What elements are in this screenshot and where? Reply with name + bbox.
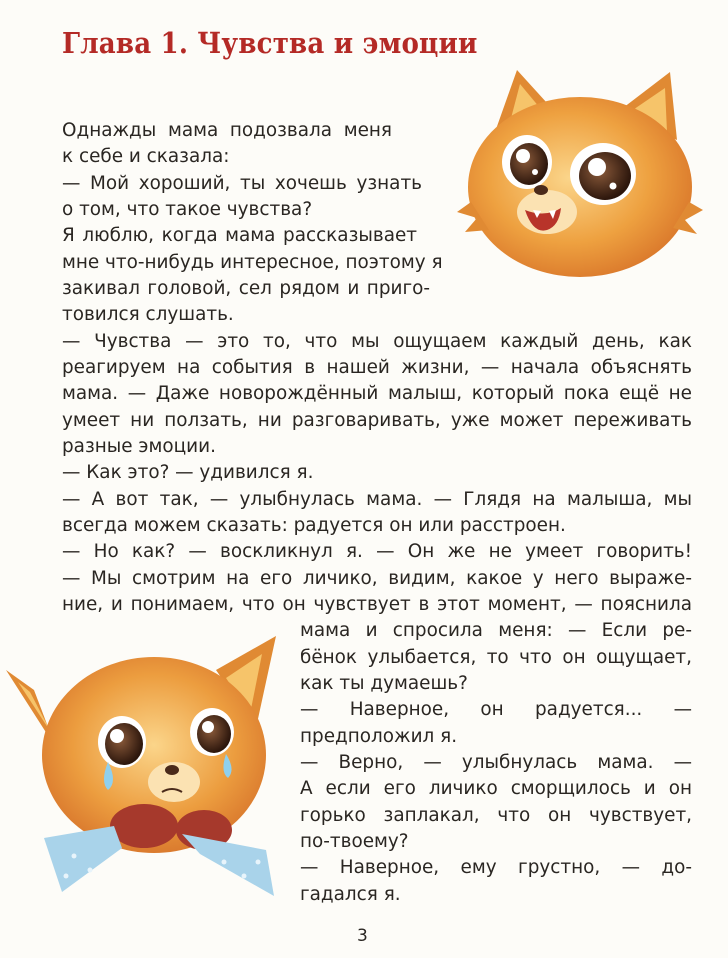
text-line: Я люблю, когда мама рассказывает <box>62 225 417 246</box>
text-line: — Мы смотрим на его личико, видим, какое у него выраже- <box>62 568 692 589</box>
text-line: реагируем на события в нашей жизни, — начала объяснять <box>62 357 692 378</box>
text-line: Однажды мама подозвала меня <box>62 120 392 141</box>
text-line: умеет ни ползать, ни разговаривать, уже может переживать <box>62 410 692 431</box>
text-line: — Наверное, ему грустно, — до- <box>300 857 692 878</box>
text-line: — Чувства — это то, что мы ощущаем каждый день, как <box>62 331 692 352</box>
text-line: мама и спросила меня: — Если ре- <box>300 620 692 641</box>
text-line: как ты думаешь? <box>300 673 468 694</box>
text-line: гадался я. <box>300 884 401 905</box>
text-line: — Наверное, он радуется... — <box>300 699 692 720</box>
page-number: 3 <box>357 926 368 946</box>
text-line: всегда можем сказать: радуется он или расстроен. <box>62 515 566 536</box>
text-line: разные эмоции. <box>62 436 216 457</box>
text-line: по-твоему? <box>300 831 409 852</box>
text-line: мама. — Даже новорождённый малыш, который пока ещё не <box>62 383 692 404</box>
text-line: горько заплакал, что он чувствует, <box>300 805 692 826</box>
text-line: — Но как? — воскликнул я. — Он же не умеет говорить! <box>62 541 692 562</box>
text-line: ние, и понимаем, что он чувствует в этот момент, — пояснила <box>62 594 692 615</box>
text-line: предположил я. <box>300 726 458 747</box>
happy-kitten-illustration <box>455 62 705 292</box>
sad-kitten-illustration <box>4 630 294 898</box>
text-line: мне что-нибудь интересное, поэтому я <box>62 252 443 273</box>
text-line: А если его личико сморщилось и он <box>300 778 692 799</box>
chapter-title: Глава 1. Чувства и эмоции <box>62 26 478 60</box>
text-line: товился слушать. <box>62 304 234 325</box>
text-line: бёнок улыбается, то что он ощущает, <box>300 647 692 668</box>
text-line: — Мой хороший, ты хочешь узнать <box>62 173 422 194</box>
text-line: к себе и сказала: <box>62 146 230 167</box>
text-line: — А вот так, — улыбнулась мама. — Глядя на малыша, мы <box>62 489 692 510</box>
text-line: о том, что такое чувства? <box>62 199 313 220</box>
text-line: — Как это? — удивился я. <box>62 462 314 483</box>
text-line: закивал головой, сел рядом и приго- <box>62 278 430 299</box>
text-line: — Верно, — улыбнулась мама. — <box>300 752 692 773</box>
